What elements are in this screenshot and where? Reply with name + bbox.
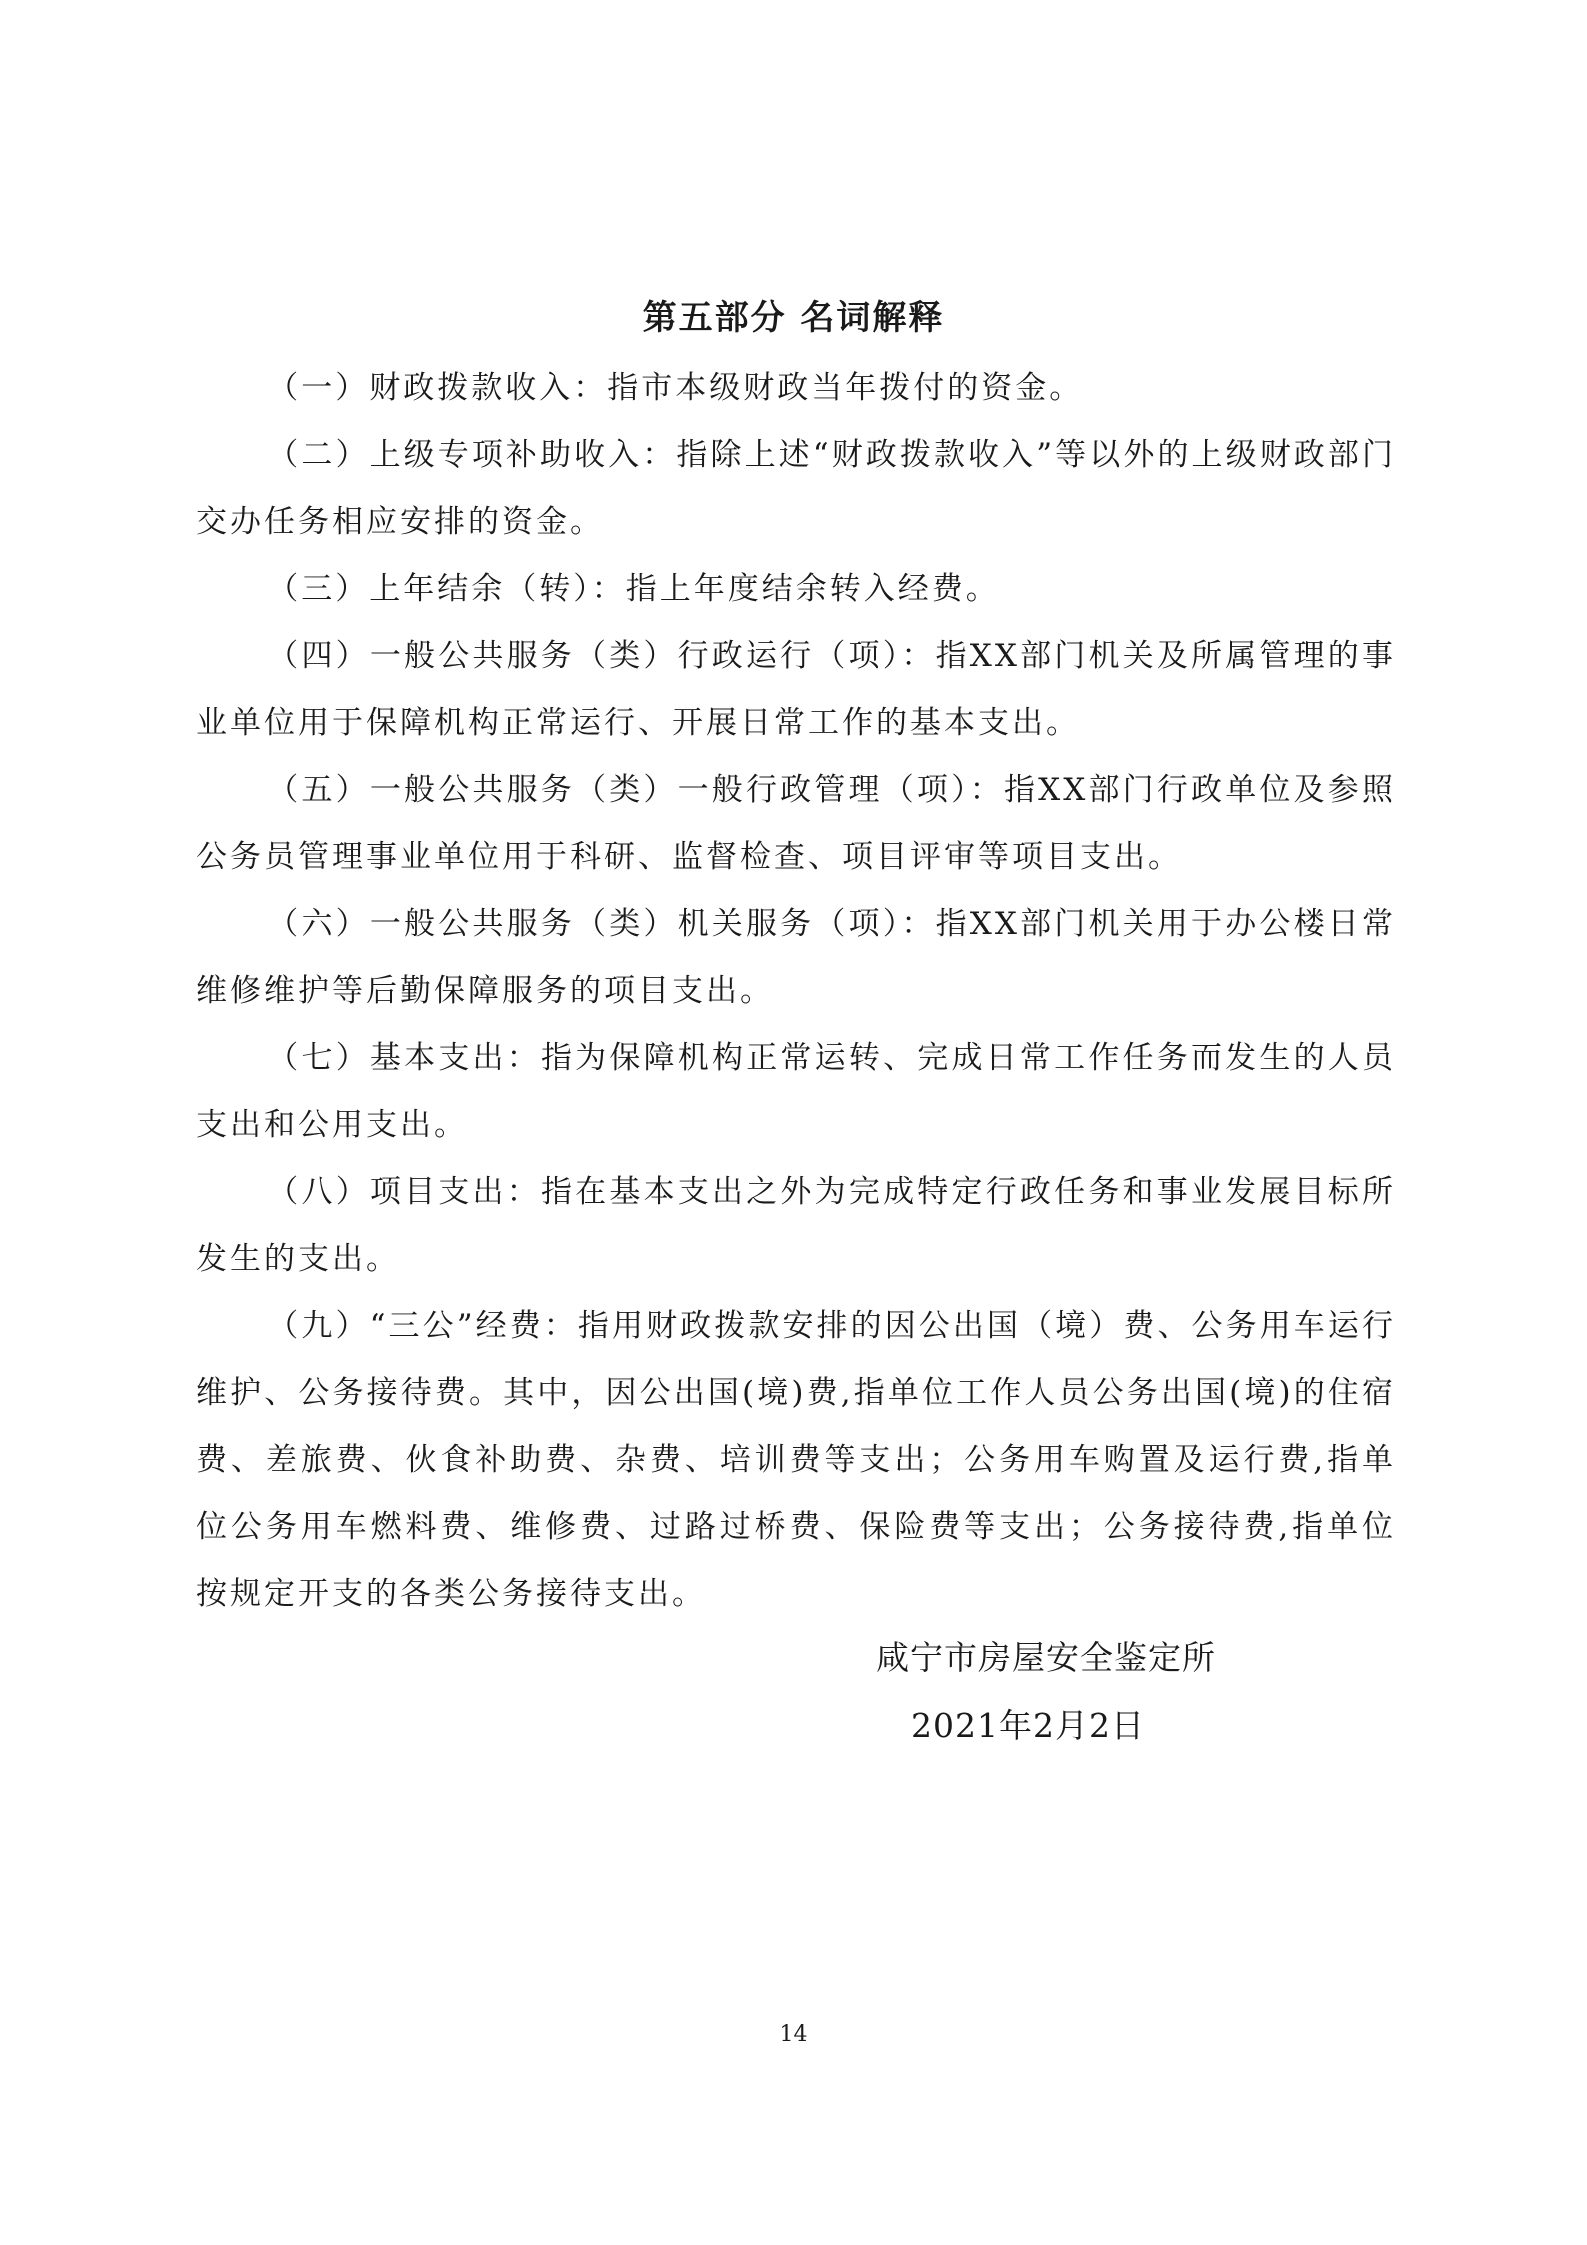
definitions-body [196,355,1396,1628]
organization-signature: 咸宁市房屋安全鉴定所 [876,1638,1216,1677]
section-title: 第五部分 名词解释 [642,298,945,338]
definition-paragraph-7: （七）基本支出：指为保障机构正常运转、完成日常工作任务而发生的人员支出和公用支出。 [196,1040,1396,1143]
definition-paragraph-2: （二）上级专项补助收入：指除上述“财政拨款收入”等以外的上级财政部门交办任务相应安排的资金。 [196,437,1396,540]
definition-paragraph-4: （四）一般公共服务（类）行政运行（项）：指XX部门机关及所属管理的事业单位用于保障机构正常运行、开展日常工作的基本支出。 [196,638,1396,741]
definition-paragraph-1: （一）财政拨款收入：指市本级财政当年拨付的资金。 [267,370,1084,406]
definition-paragraph-5: （五）一般公共服务（类）一般行政管理（项）：指XX部门行政单位及参照公务员管理事业单位用于科研、监督检查、项目评审等项目支出。 [196,772,1396,875]
definition-paragraph-9: （九）“三公”经费：指用财政拨款安排的因公出国（境）费、公务用车运行维护、公务接待费。其中，因公出国(境)费,指单位工作人员公务出国(境)的住宿费、差旅费、伙食补助费、杂费、培训费等支出；公务用车购置及运行费,指单位公务用车燃料费、维修费、过路过桥费、保险费等支出；公务接待费,指单位按规定开支的各类公务接待支出。 [196,1308,1396,1612]
definition-paragraph-6: （六）一般公共服务（类）机关服务（项）：指XX部门机关用于办公楼日常维修维护等后勤保障服务的项目支出。 [196,906,1396,1009]
definition-paragraph-3: （三）上年结余（转）：指上年度结余转入经费。 [267,571,1000,607]
signature-date: 2021年2月2日 [911,1706,1145,1745]
page-number: 14 [779,2022,808,2047]
definition-paragraph-8: （八）项目支出：指在基本支出之外为完成特定行政任务和事业发展目标所发生的支出。 [196,1174,1396,1277]
